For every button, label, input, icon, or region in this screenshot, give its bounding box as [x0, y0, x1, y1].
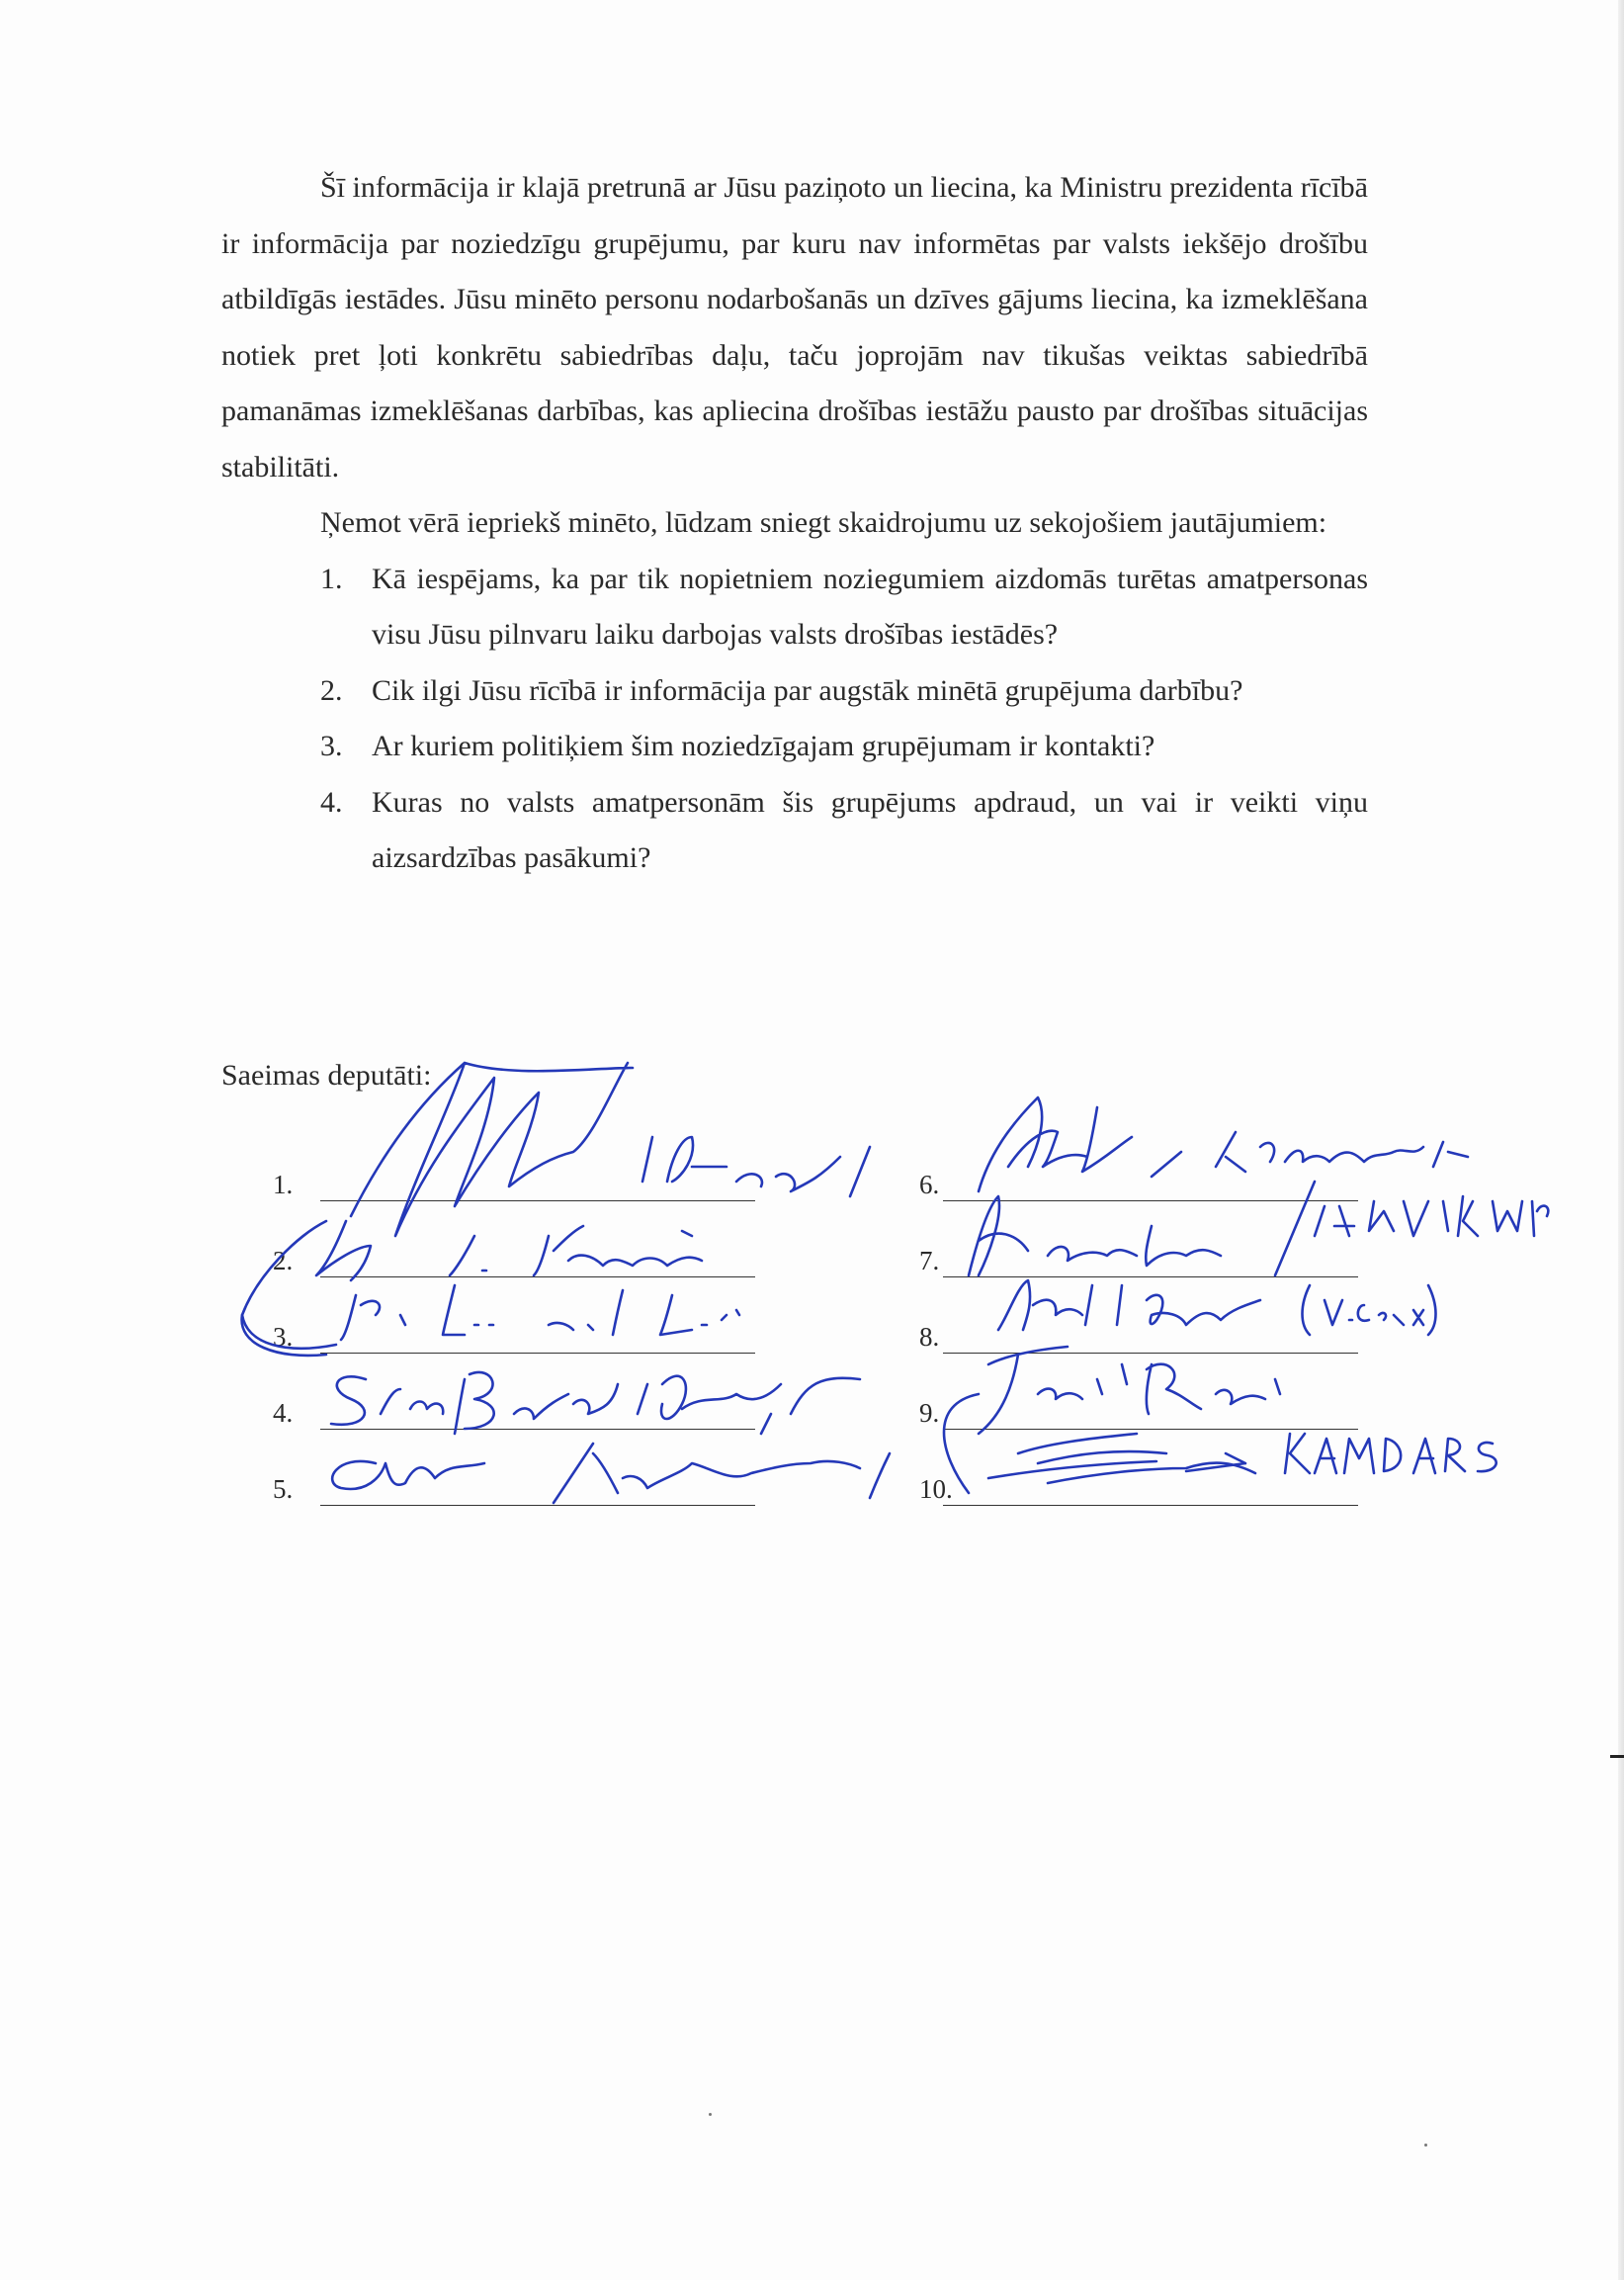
- question-item-3: [320, 719, 1368, 775]
- signature-number: 7.: [919, 1246, 940, 1275]
- question-item-2: [320, 663, 1368, 720]
- signature-rule: [943, 1429, 1358, 1430]
- signature-line-5: [219, 1466, 733, 1506]
- signature-rule: [943, 1505, 1358, 1506]
- signature-rule: [320, 1200, 755, 1201]
- paragraph-2: Ņemot vērā iepriekš minēto, lūdzam sniegt skaidrojumu uz sekojošiem jautājumiem:: [320, 506, 1327, 539]
- signature-rule: [943, 1353, 1358, 1354]
- signature-rule: [943, 1276, 1358, 1277]
- question-text: Kuras no valsts amatpersonām šis grupējums apdraud, un vai ir veikti viņu aizsardzības pasākumi?: [372, 785, 1368, 874]
- question-item-1: [320, 552, 1368, 663]
- paragraph-1: Šī informācija ir klajā pretrunā ar Jūsu paziņoto un liecina, ka Ministru prezidenta rīcībā ir informācija par noziedzīgu grupējumu, par kuru nav informētas par valsts iekšējo drošību atbildīgās iestādes. Jūsu minēto personu nodarbošanās un dzīves gājums liecina, ka izmeklēšana notiek pret ļoti konkrētu sabiedrības daļu, taču joprojām nav tikušas veiktas sabiedrībā pamanāmas izmeklēšanas darbības, kas apliecina drošības iestāžu pausto par drošības situācijas stabilitāti.: [221, 171, 1368, 483]
- signature-line-10: [842, 1466, 1356, 1506]
- signature-line-1: [219, 1162, 733, 1201]
- signature-rule: [943, 1200, 1358, 1201]
- question-number: 1.: [320, 562, 343, 595]
- signature-rule: [320, 1353, 755, 1354]
- document-body: [221, 160, 1368, 887]
- signature-line-8: [842, 1314, 1356, 1354]
- signature-rule: [320, 1276, 755, 1277]
- page-edge: [1618, 0, 1624, 2280]
- signature-number: 9.: [919, 1398, 940, 1428]
- signature-number: 8.: [919, 1322, 940, 1352]
- signature-number: 4.: [273, 1398, 294, 1428]
- signature-line-3: [219, 1314, 733, 1354]
- signature-line-7: [842, 1238, 1356, 1277]
- question-text: Kā iespējams, ka par tik nopietniem noziegumiem aizdomās turētas amatpersonas visu Jūsu pilnvaru laiku darbojas valsts drošības iestādēs?: [372, 562, 1368, 651]
- question-text: Cik ilgi Jūsu rīcībā ir informācija par augstāk minētā grupējuma darbību?: [372, 673, 1243, 707]
- signature-line-4: [219, 1390, 733, 1430]
- signature-rule: [320, 1505, 755, 1506]
- question-text: Ar kuriem politiķiem šim noziedzīgajam grupējumam ir kontakti?: [372, 730, 1155, 762]
- question-item-4: [320, 775, 1368, 887]
- question-number: 2.: [320, 673, 343, 707]
- scan-speck: [1424, 2144, 1427, 2147]
- signature-line-2: [219, 1238, 733, 1277]
- signature-number: 6.: [919, 1170, 940, 1199]
- signature-number: 1.: [273, 1170, 294, 1199]
- question-list: [221, 552, 1368, 887]
- scan-edge-mark: [1610, 1755, 1624, 1758]
- signature-number: 5.: [273, 1474, 294, 1504]
- signature-rule: [320, 1429, 755, 1430]
- question-number: 4.: [320, 785, 343, 819]
- signatures-heading: Saeimas deputāti:: [221, 1059, 432, 1092]
- question-number: 3.: [320, 730, 343, 762]
- signature-number: 10.: [919, 1474, 953, 1504]
- scan-speck: [709, 2113, 712, 2116]
- signature-number: 3.: [273, 1322, 294, 1352]
- signature-number: 2.: [273, 1246, 294, 1275]
- signature-line-9: [842, 1390, 1356, 1430]
- signature-line-6: [842, 1162, 1356, 1201]
